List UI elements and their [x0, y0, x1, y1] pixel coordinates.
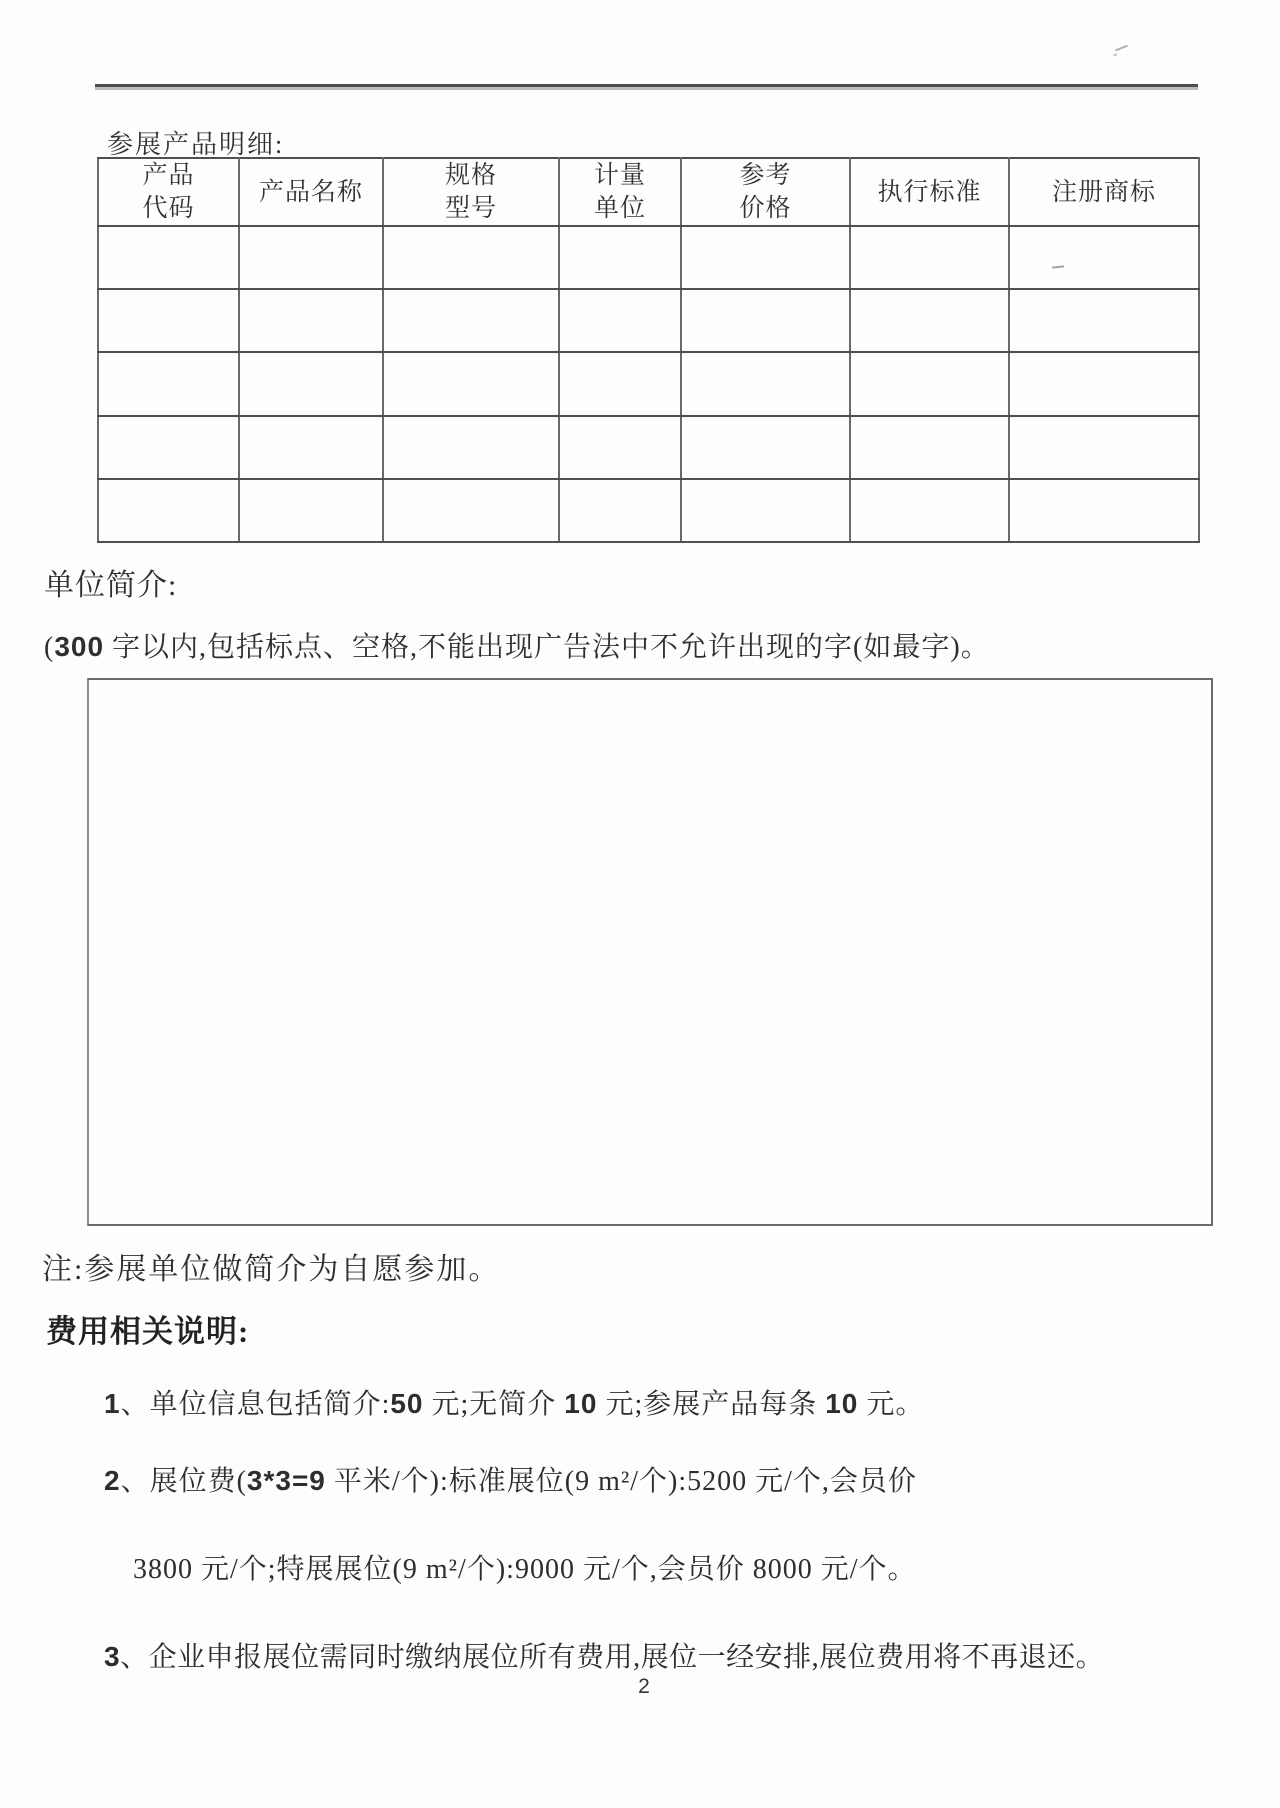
table-cell[interactable] [681, 226, 850, 289]
unit-intro-label: 单位简介: [44, 569, 178, 602]
table-cell[interactable] [98, 416, 239, 479]
table-cell[interactable] [559, 352, 681, 415]
column-header: 参考 价格 [681, 158, 850, 226]
unit-intro-note: (300 字以内,包括标点、空格,不能出现广告法中不允许出现的字(如最字)。 [44, 631, 990, 663]
intro-voluntary-note: 注:参展单位做简介为自愿参加。 [42, 1253, 501, 1286]
table-cell[interactable] [559, 416, 681, 479]
table-cell[interactable] [850, 289, 1009, 352]
fee-item-3: 3、企业申报展位需同时缴纳展位所有费用,展位一经安排,展位费用将不再退还。 [104, 1641, 1105, 1673]
table-cell[interactable] [681, 289, 850, 352]
table-cell[interactable] [559, 479, 681, 542]
fees-heading: 费用相关说明: [46, 1314, 250, 1349]
table-row [98, 479, 1199, 542]
table-cell[interactable] [681, 416, 850, 479]
table-cell[interactable] [383, 289, 559, 352]
header-row [98, 158, 1199, 226]
table-cell[interactable] [383, 416, 559, 479]
products-table-body [98, 226, 1199, 542]
fee-item-1: 1、单位信息包括简介:50 元;无简介 10 元;参展产品每条 10 元。 [104, 1388, 925, 1420]
table-cell[interactable] [681, 479, 850, 542]
scan-artifact [1115, 45, 1128, 52]
table-cell[interactable] [850, 416, 1009, 479]
table-cell[interactable] [383, 226, 559, 289]
table-row [98, 416, 1199, 479]
table-cell[interactable] [98, 479, 239, 542]
table-cell[interactable] [850, 352, 1009, 415]
table-cell[interactable] [1009, 226, 1199, 289]
page-number: 2 [638, 1675, 650, 1698]
table-cell[interactable] [239, 416, 383, 479]
table-cell[interactable] [98, 352, 239, 415]
fee-item-2-line-2: 3800 元/个;特展展位(9 m²/个):9000 元/个,会员价 8000 元/个。 [133, 1554, 917, 1585]
table-cell[interactable] [383, 479, 559, 542]
table-cell[interactable] [239, 352, 383, 415]
table-cell[interactable] [559, 226, 681, 289]
column-header: 产品 代码 [98, 158, 239, 226]
table-cell[interactable] [681, 352, 850, 415]
column-header: 注册商标 [1009, 158, 1199, 226]
column-header: 规格 型号 [383, 158, 559, 226]
table-cell[interactable] [1009, 352, 1199, 415]
table-row [98, 226, 1199, 289]
column-header: 执行标准 [850, 158, 1009, 226]
table-cell[interactable] [239, 289, 383, 352]
fee-item-2-line-1: 2、展位费(3*3=9 平米/个):标准展位(9 m²/个):5200 元/个,会员价 [104, 1465, 917, 1497]
table-cell[interactable] [1009, 416, 1199, 479]
table-cell[interactable] [559, 289, 681, 352]
products-table [97, 157, 1200, 543]
column-header: 计量 单位 [559, 158, 681, 226]
table-cell[interactable] [850, 479, 1009, 542]
table-cell[interactable] [383, 352, 559, 415]
table-cell[interactable] [98, 226, 239, 289]
table-cell[interactable] [98, 289, 239, 352]
table-row [98, 352, 1199, 415]
table-cell[interactable] [239, 226, 383, 289]
table-row [98, 289, 1199, 352]
table-cell[interactable] [850, 226, 1009, 289]
unit-intro-textbox[interactable] [87, 678, 1213, 1226]
header-rule [95, 84, 1198, 90]
column-header: 产品名称 [239, 158, 383, 226]
table-cell[interactable] [1009, 289, 1199, 352]
table-cell[interactable] [1009, 479, 1199, 542]
table-cell[interactable] [239, 479, 383, 542]
products-table-label: 参展产品明细: [107, 130, 285, 159]
